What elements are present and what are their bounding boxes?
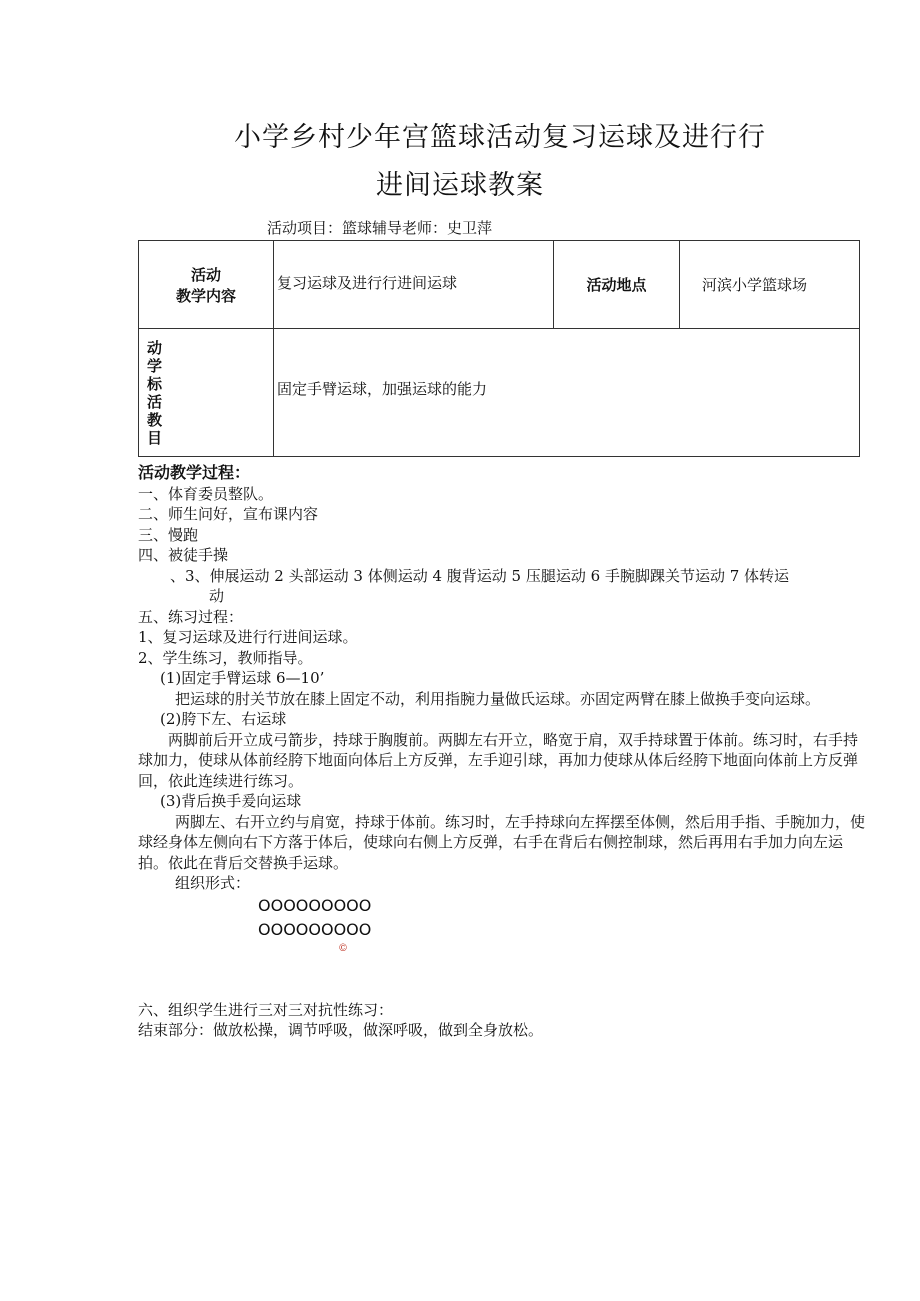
goal-header-char: 活 xyxy=(147,392,163,411)
list-item: 1、复习运球及进行行进间运球。 xyxy=(138,628,358,646)
list-item: 五、练习过程： xyxy=(138,607,244,626)
formation-row: OOOOOOOOO xyxy=(258,919,372,939)
goal-header-char: 教 xyxy=(147,410,163,429)
subsection-body: 把运球的肘关节放在膝上固定不动，利用指腕力量做氏运球。亦固定两臂在膝上做换手变向运球。 xyxy=(175,689,821,708)
org-label: 组织形式： xyxy=(175,874,251,892)
goal-header-char: 标 xyxy=(147,374,163,393)
table-row xyxy=(139,241,860,329)
info-table xyxy=(138,240,860,457)
list-item: 一、体育委员整队。 xyxy=(138,484,274,503)
list-item: 结束部分：做放松操，调节呼吸，做深呼吸，做到全身放松。 xyxy=(138,1021,544,1039)
goal-value-cell: 固定手臂运球，加强运球的能力 xyxy=(274,329,860,457)
list-item: 动 xyxy=(209,587,225,605)
subsection-title: (2)胯下左、右运球 xyxy=(160,710,287,728)
goal-header-char: 目 xyxy=(147,428,163,447)
activity-meta: 活动项目：篮球辅导老师：史卫萍 xyxy=(267,219,493,237)
list-item: 2、学生练习，教师指导。 xyxy=(138,648,313,667)
location-value-cell: 河滨小学篮球场 xyxy=(680,241,860,329)
formation-row: OOOOOOOOO xyxy=(258,895,372,915)
location-header-cell: 活动地点 xyxy=(554,241,680,329)
subsection-title: (1)固定手臂运球 6—10’ xyxy=(160,669,325,687)
list-item: 四、被徒手操 xyxy=(138,546,229,564)
subsection-body: 两脚前后开立成弓箭步，持球于胸腹前。两脚左右开立，略宽于肩，双手持球置于体前。练习时，右手持球加力，使球从体前经胯下地面向体后上方反弹，左手迎引球，再加力使球从体后经胯下地面向体前上方反弹回，依此连续进行练习。 xyxy=(138,730,859,790)
list-item: 三、慢跑 xyxy=(138,525,199,544)
page-title-line2: 进间运球教案 xyxy=(376,170,544,201)
goal-header-char: 学 xyxy=(147,356,163,375)
content-header-line1: 活动 xyxy=(190,265,221,284)
content-value-cell: 复习运球及进行行进间运球 xyxy=(274,241,554,329)
page-title: 小学乡村少年宫篮球活动复习运球及进行行 xyxy=(234,122,766,153)
list-item: 二、师生问好，宣布课内容 xyxy=(138,505,319,523)
spacer xyxy=(138,956,868,1000)
subsection-title: (3)背后换手爰向运球 xyxy=(160,792,302,810)
process-section xyxy=(138,463,868,1041)
process-heading: 活动教学过程： xyxy=(138,463,251,482)
content-header-line2: 教学内容 xyxy=(175,286,236,305)
teacher-mark: © xyxy=(338,942,348,954)
content-header-cell xyxy=(139,241,274,329)
table-row xyxy=(139,329,860,457)
goal-header-cell xyxy=(139,329,274,457)
list-item: 六、组织学生进行三对三对抗性练习： xyxy=(138,1000,394,1019)
subsection-body: 两脚左、右开立约与肩宽，持球于体前。练习时，左手持球向左挥摆至体侧，然后用手指、手腕加力，使球经身体左侧向右下方落于体后，使球向右侧上方反弹，右手在背后右侧控制球，然后再用右手加力向左运拍。依此在背后交替换手运球。 xyxy=(138,812,866,872)
goal-header-char: 动 xyxy=(147,338,163,357)
list-item: 、3、伸展运动 2 头部运动 3 体侧运动 4 腹背运动 5 压腿运动 6 手腕脚踝关节运动 7 体转运 xyxy=(170,566,790,585)
